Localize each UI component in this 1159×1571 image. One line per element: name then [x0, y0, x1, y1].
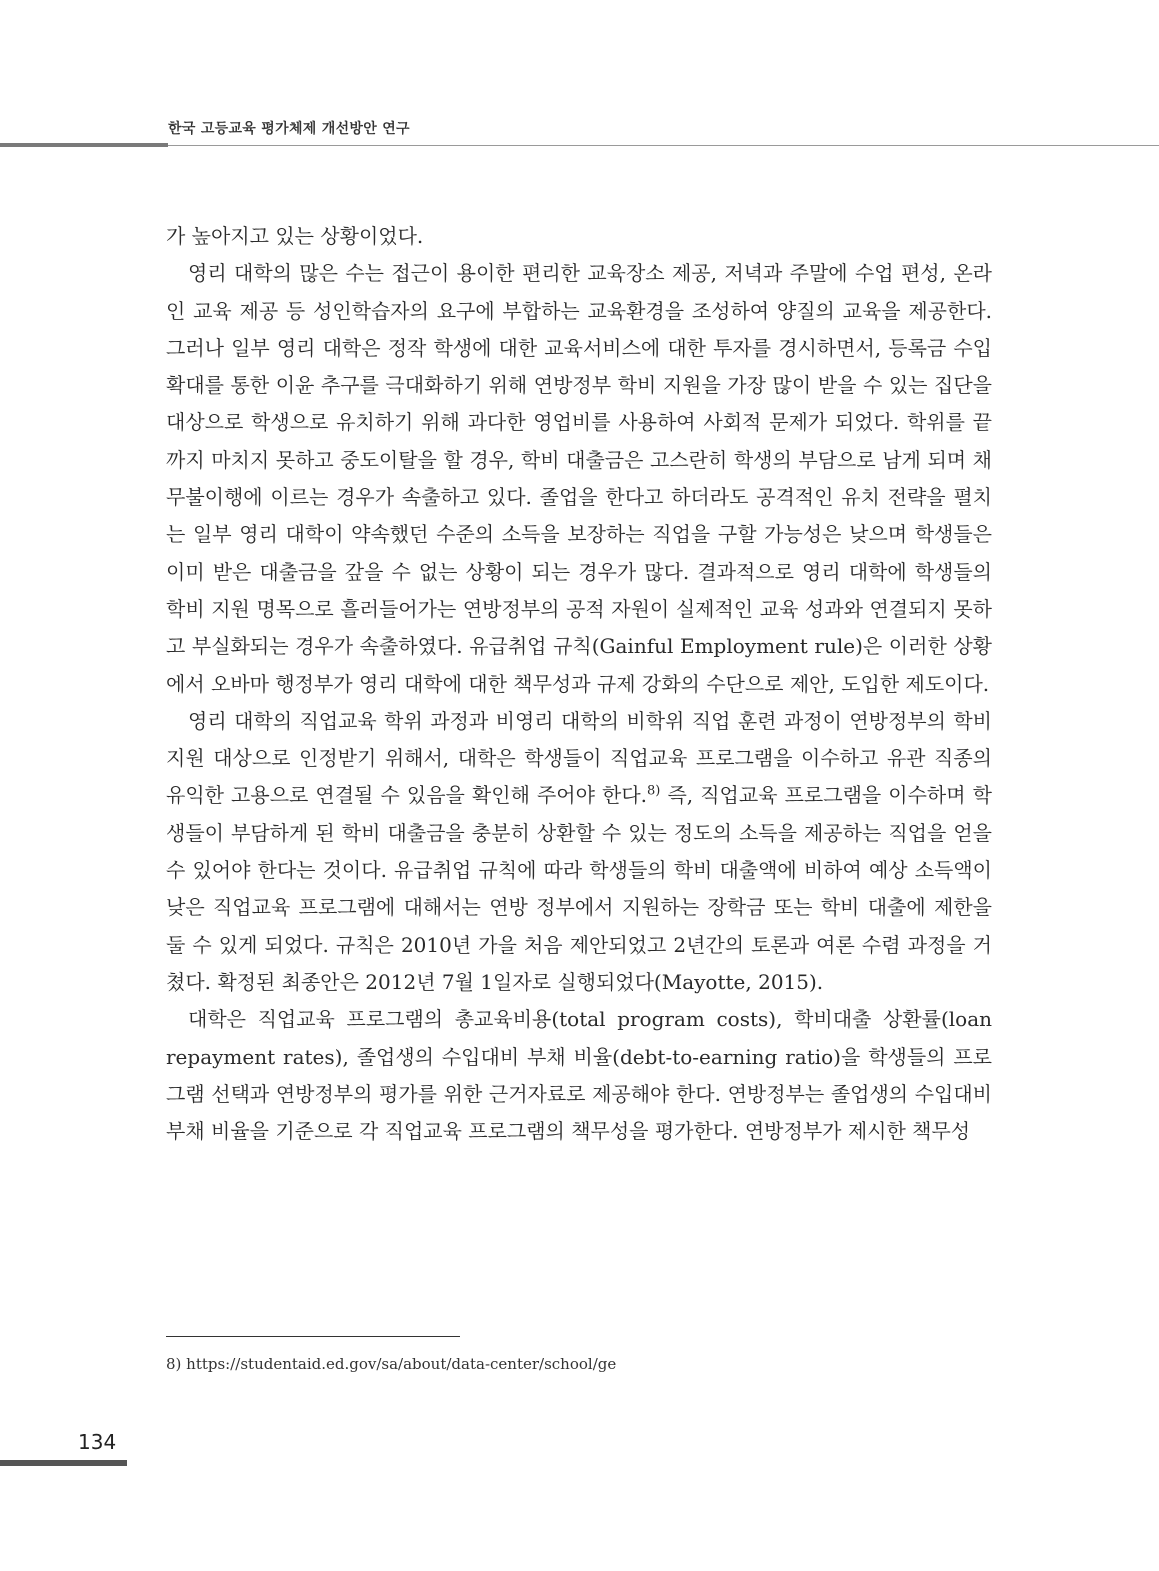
paragraph-4: 대학은 직업교육 프로그램의 총교육비용(total program costs), 학비대출 상환률(loan repayment rates), 졸업생의 수입대비 부채 비율(debt-to-earning ratio)을 학생들의 프로그램 선택과 연방정부의 평가를 위한 근거자료로 제공해야 한다. 연방정부는 졸업생의 수입대비 부채 비율을 기준으로 각 직업교육 프로그램의 책무성을 평가한다. 연방정부가 제시한 책무성	[166, 1007, 992, 1144]
paragraph-1: 가 높아지고 있는 상황이었다.	[166, 224, 424, 248]
paragraph-3-part-a: 영리 대학의 직업교육 학위 과정과 비영리 대학의 비학위 직업 훈련 과정이 연방정부의 학비 지원 대상으로 인정받기 위해서, 대학은 학생들이 직업교육 프로그램을 이수하고 유관 직종의 유익한 고용으로 연결될 수 있음을 확인해 주어야 한다.	[166, 708, 992, 808]
footnote-divider	[166, 1336, 460, 1337]
page-number-bar	[0, 1460, 127, 1466]
page-number: 134	[78, 1430, 117, 1454]
paragraph-3	[166, 703, 992, 1001]
paragraph-3-part-b: 즉, 직업교육 프로그램을 이수하며 학생들이 부담하게 된 학비 대출금을 충분히 상환할 수 있는 정도의 소득을 제공하는 직업을 얻을 수 있어야 한다는 것이다. 유급취업 규칙에 따라 학생들의 학비 대출액에 비하여 예상 소득액이 낮은 직업교육 프로그램에 대해서는 연방 정부에서 지원하는 장학금 또는 학비 대출에 제한을 둘 수 있게 되었다. 규칙은 2010년 가을 처음 제안되었고 2년간의 토론과 여론 수렴 과정을 거쳤다. 확정된 최종안은 2012년 7월 1일자로 실행되었다(Mayotte, 2015).	[166, 783, 992, 994]
footnote-reference[interactable]: 8)	[647, 783, 661, 799]
header-rule	[168, 145, 1159, 146]
running-header: 한국 고등교육 평가체제 개선방안 연구	[168, 121, 410, 137]
body-text	[166, 218, 992, 1150]
footnote: 8) https://studentaid.ed.gov/sa/about/data-center/school/ge	[166, 1355, 617, 1373]
header-rule-thick	[0, 143, 168, 147]
paragraph-2: 영리 대학의 많은 수는 접근이 용이한 편리한 교육장소 제공, 저녁과 주말에 수업 편성, 온라인 교육 제공 등 성인학습자의 요구에 부합하는 교육환경을 조성하여 양질의 교육을 제공한다. 그러나 일부 영리 대학은 정작 학생에 대한 교육서비스에 대한 투자를 경시하면서, 등록금 수입 확대를 통한 이윤 추구를 극대화하기 위해 연방정부 학비 지원을 가장 많이 받을 수 있는 집단을 대상으로 학생으로 유치하기 위해 과다한 영업비를 사용하여 사회적 문제가 되었다. 학위를 끝까지 마치지 못하고 중도이탈을 할 경우, 학비 대출금은 고스란히 학생의 부담으로 남게 되며 채무불이행에 이르는 경우가 속출하고 있다. 졸업을 한다고 하더라도 공격적인 유치 전략을 펼치는 일부 영리 대학이 약속했던 수준의 소득을 보장하는 직업을 구할 가능성은 낮으며 학생들은 이미 받은 대출금을 갚을 수 없는 상황이 되는 경우가 많다. 결과적으로 영리 대학에 학생들의 학비 지원 명목으로 흘러들어가는 연방정부의 공적 자원이 실제적인 교육 성과와 연결되지 못하고 부실화되는 경우가 속출하였다. 유급취업 규칙(Gainful Employment rule)은 이러한 상황에서 오바마 행정부가 영리 대학에 대한 책무성과 규제 강화의 수단으로 제안, 도입한 제도이다.	[166, 261, 992, 696]
